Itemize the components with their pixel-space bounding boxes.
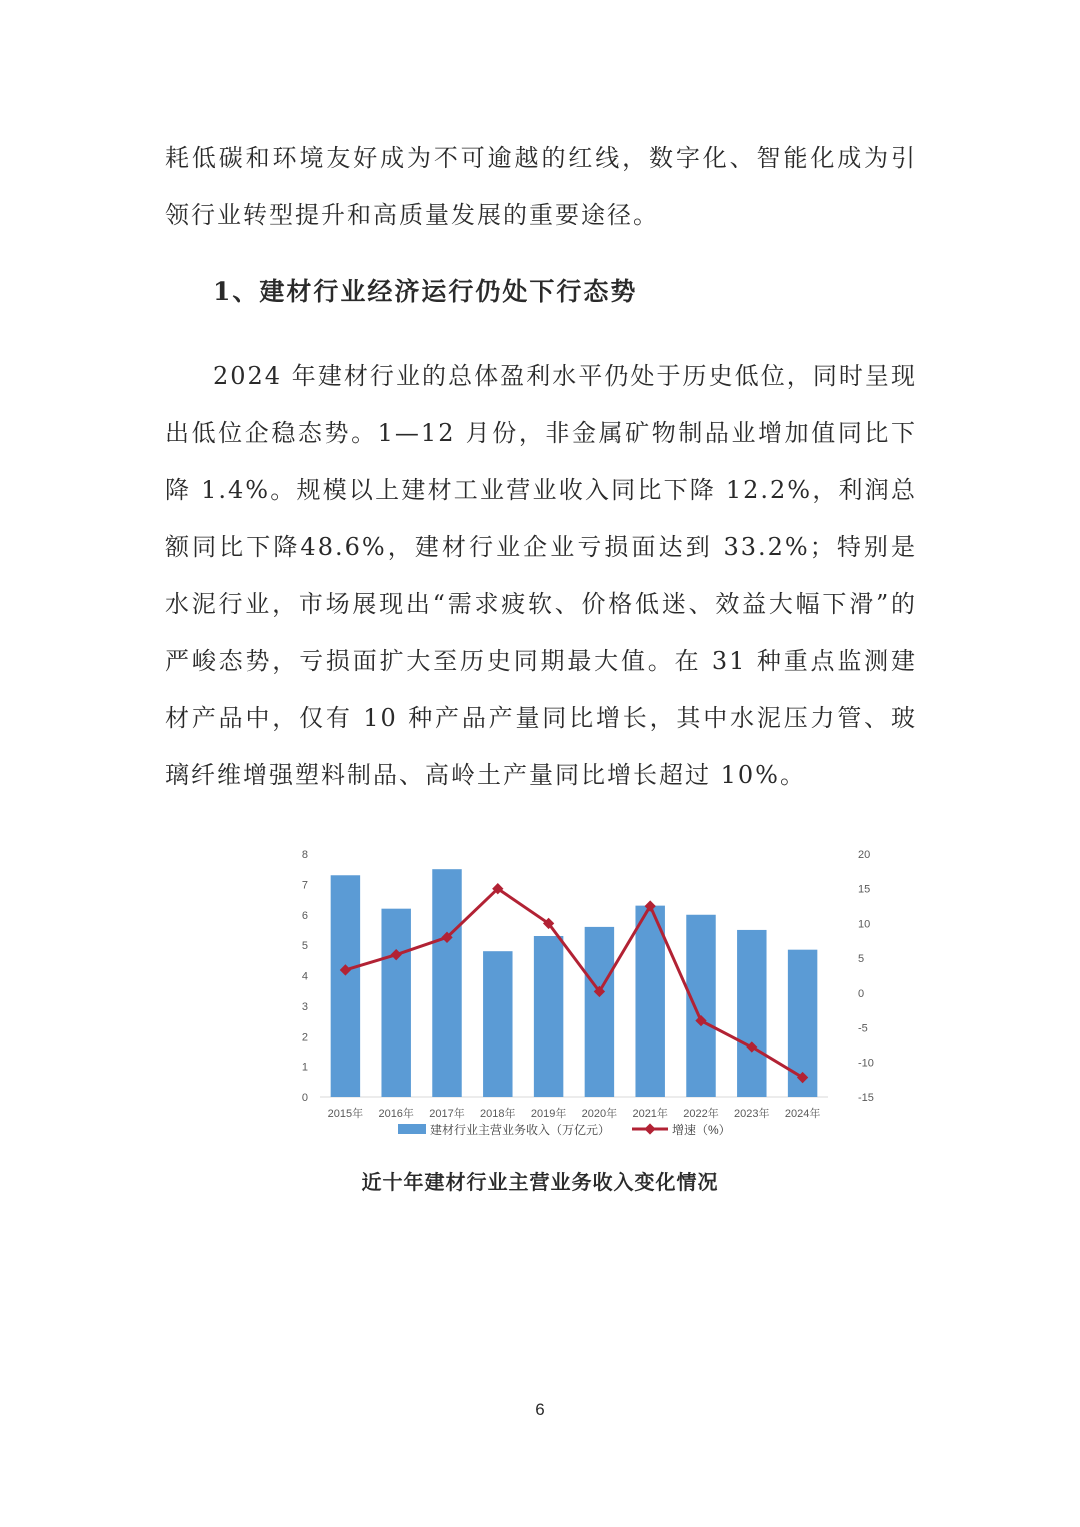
legend-label-growth: 增速（%） <box>672 1123 731 1137</box>
revenue-chart <box>290 842 874 1152</box>
y-right-tick-label: 20 <box>858 849 871 861</box>
y-left-tick-label: 0 <box>301 1092 308 1104</box>
intro-paragraph: 耗低碳和环境友好成为不可逾越的红线，数字化、智能化成为引领行业转型提升和高质量发展的重要途径。 <box>165 144 917 229</box>
x-tick-label: 2018年 <box>480 1108 516 1120</box>
x-tick-label: 2020年 <box>581 1108 618 1120</box>
revenue-bar <box>534 936 563 1097</box>
y-left-tick-label: 7 <box>301 879 308 892</box>
growth-line <box>345 889 802 1078</box>
x-tick-label: 2015年 <box>327 1108 364 1120</box>
x-tick-label: 2021年 <box>632 1108 668 1120</box>
revenue-bar <box>585 927 614 1097</box>
revenue-bar <box>381 909 410 1097</box>
x-tick-label: 2019年 <box>530 1108 567 1120</box>
y-left-tick-label: 5 <box>301 940 308 953</box>
legend-swatch-revenue <box>398 1124 426 1134</box>
x-tick-label: 2017年 <box>429 1108 465 1120</box>
y-right-tick-label: 15 <box>858 883 871 896</box>
revenue-bar <box>432 869 461 1097</box>
y-left-tick-label: 8 <box>301 849 308 861</box>
revenue-bar <box>686 915 715 1097</box>
y-right-tick-label: -15 <box>858 1092 874 1104</box>
x-tick-label: 2016年 <box>378 1108 414 1120</box>
legend-marker-growth <box>644 1123 655 1134</box>
legend-label-revenue: 建材行业主营业务收入（万亿元） <box>430 1123 611 1137</box>
section-heading: 1、建材行业经济运行仍处下行态势 <box>213 277 638 306</box>
figure-caption: 近十年建材行业主营业务收入变化情况 <box>361 1170 719 1194</box>
revenue-bar <box>737 930 766 1097</box>
y-right-tick-label: -10 <box>858 1057 874 1070</box>
x-tick-label: 2024年 <box>784 1108 821 1120</box>
y-right-tick-label: -5 <box>858 1022 868 1035</box>
y-left-tick-label: 3 <box>301 1000 308 1013</box>
revenue-bar <box>331 875 360 1097</box>
y-left-tick-label: 2 <box>301 1031 308 1044</box>
y-left-tick-label: 1 <box>301 1061 308 1074</box>
x-tick-label: 2023年 <box>734 1108 770 1120</box>
y-left-tick-label: 4 <box>301 970 308 983</box>
page-number: 6 <box>535 1400 545 1419</box>
y-right-tick-label: 10 <box>858 918 871 931</box>
y-right-tick-label: 0 <box>858 987 865 1000</box>
revenue-bar <box>483 951 512 1097</box>
y-left-tick-label: 6 <box>301 909 308 922</box>
revenue-bar <box>635 906 664 1097</box>
x-tick-label: 2022年 <box>683 1108 719 1120</box>
y-right-tick-label: 5 <box>858 953 865 966</box>
body-paragraph: 2024 年建材行业的总体盈利水平仍处于历史低位，同时呈现出低位企稳态势。1—12 月份，非金属矿物制品业增加值同比下降 1.4%。规模以上建材工业营业收入同比下降 12.2%，利润总额同比下降48.6%，建材行业企业亏损面达到 33.2%；特别是水泥行业，市场展现出“需求疲软、价格低迷、效益大幅下滑”的严峻态势，亏损面扩大至历史同期最大值。在 31 种重点监测建材产品中，仅有 10 种产品产量同比增长，其中水泥压力管、玻璃纤维增强塑料制品、高岭土产量同比增长超过 10%。 <box>165 362 917 789</box>
